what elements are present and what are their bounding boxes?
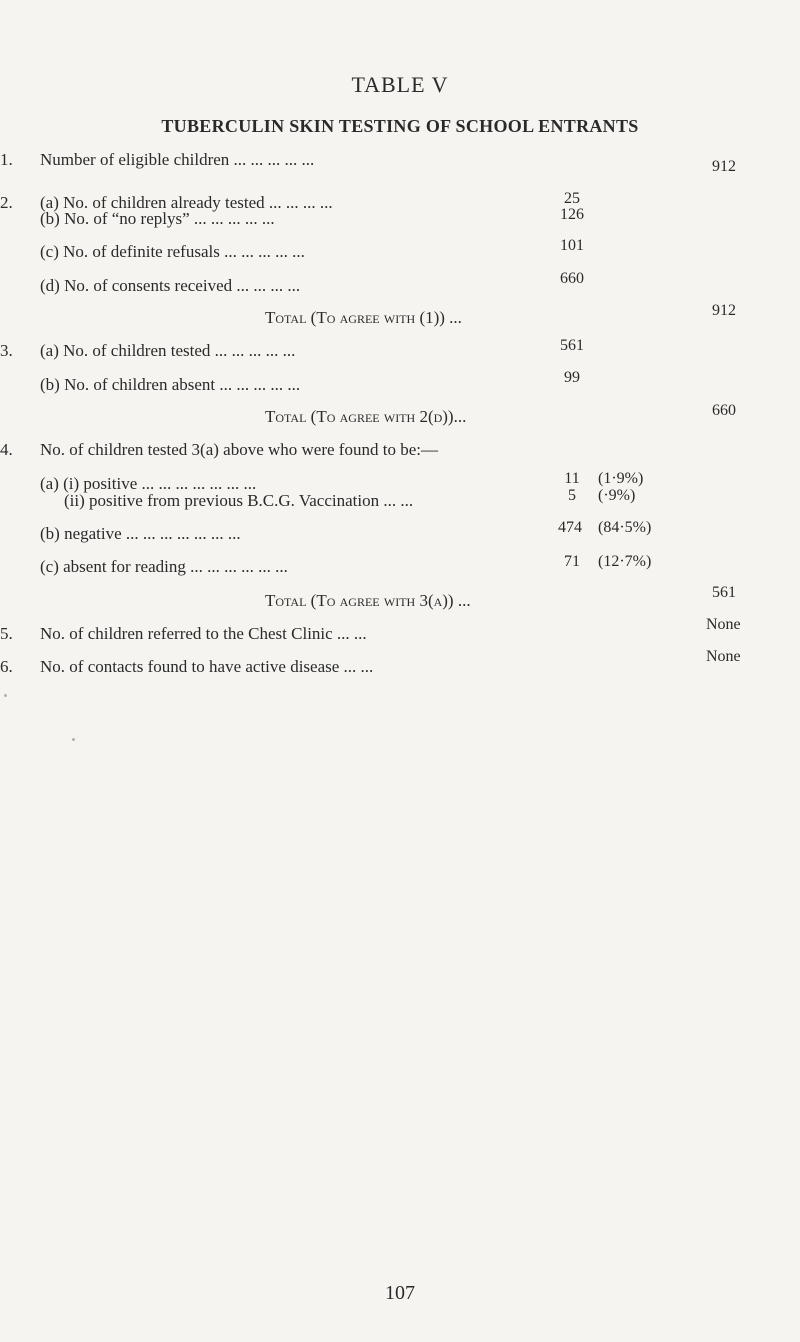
table-label: TABLE V [351, 72, 449, 97]
table-heading: TUBERCULIN SKIN TESTING OF SCHOOL ENTRANTS [161, 116, 639, 136]
row-percentage: (12·7%) [598, 553, 652, 570]
row-value: 5 [568, 487, 576, 504]
row-total-label: Total (To agree with (1)) ... [265, 308, 462, 327]
row-label: (c) absent for reading ... ... ... ... ... ... [40, 557, 288, 576]
row-value: 71 [564, 553, 580, 570]
row-number: 6. [0, 657, 13, 676]
row-label: (b) negative ... ... ... ... ... ... ... [40, 524, 241, 543]
row-number: 2. [0, 193, 13, 212]
row-value: 25 [564, 190, 580, 207]
row-value: 126 [560, 206, 584, 223]
row-total: 561 [712, 584, 736, 601]
row-value: 474 [558, 519, 582, 536]
row-value: 660 [560, 270, 584, 287]
row-number: 4. [0, 440, 13, 459]
row-total: 912 [712, 158, 736, 175]
row-label: (b) No. of “no replys” ... ... ... ... ... [40, 209, 275, 228]
row-total: 660 [712, 402, 736, 419]
row-percentage: (·9%) [598, 487, 636, 504]
row-value: 11 [564, 470, 580, 487]
row-number: 5. [0, 624, 13, 643]
row-percentage: (84·5%) [598, 519, 652, 536]
row-total: 912 [712, 302, 736, 319]
row-label: (d) No. of consents received ... ... ... ... [40, 276, 301, 295]
row-label: (a) (i) positive ... ... ... ... ... ... ... [40, 474, 257, 493]
scan-speck [4, 694, 7, 697]
row-total: None [706, 648, 741, 665]
row-number: 1. [0, 150, 13, 169]
row-total-label: Total (To agree with 3(a)) ... [265, 591, 471, 610]
row-label: No. of children referred to the Chest Clinic ... ... [40, 624, 367, 643]
row-value: 561 [560, 337, 584, 354]
row-label: Number of eligible children ... ... ... ... ... [40, 150, 315, 169]
row-label: No. of contacts found to have active disease ... ... [40, 657, 374, 676]
row-label: (a) No. of children already tested ... ... ... ... [40, 193, 333, 212]
row-number: 3. [0, 341, 13, 360]
row-label: (a) No. of children tested ... ... ... ... ... [40, 341, 296, 360]
row-label: (c) No. of definite refusals ... ... ... ... ... [40, 242, 305, 261]
row-percentage: (1·9%) [598, 470, 644, 487]
row-label: (ii) positive from previous B.C.G. Vaccination ... ... [64, 491, 414, 510]
row-total: None [706, 616, 741, 633]
row-value: 101 [560, 237, 584, 254]
page-number: 107 [385, 1282, 415, 1304]
row-total-label: Total (To agree with 2(d))... [265, 407, 467, 426]
row-value: 99 [564, 369, 580, 386]
row-label: No. of children tested 3(a) above who were found to be:— [40, 440, 438, 459]
scan-speck [72, 738, 75, 741]
row-label: (b) No. of children absent ... ... ... ... ... [40, 375, 301, 394]
